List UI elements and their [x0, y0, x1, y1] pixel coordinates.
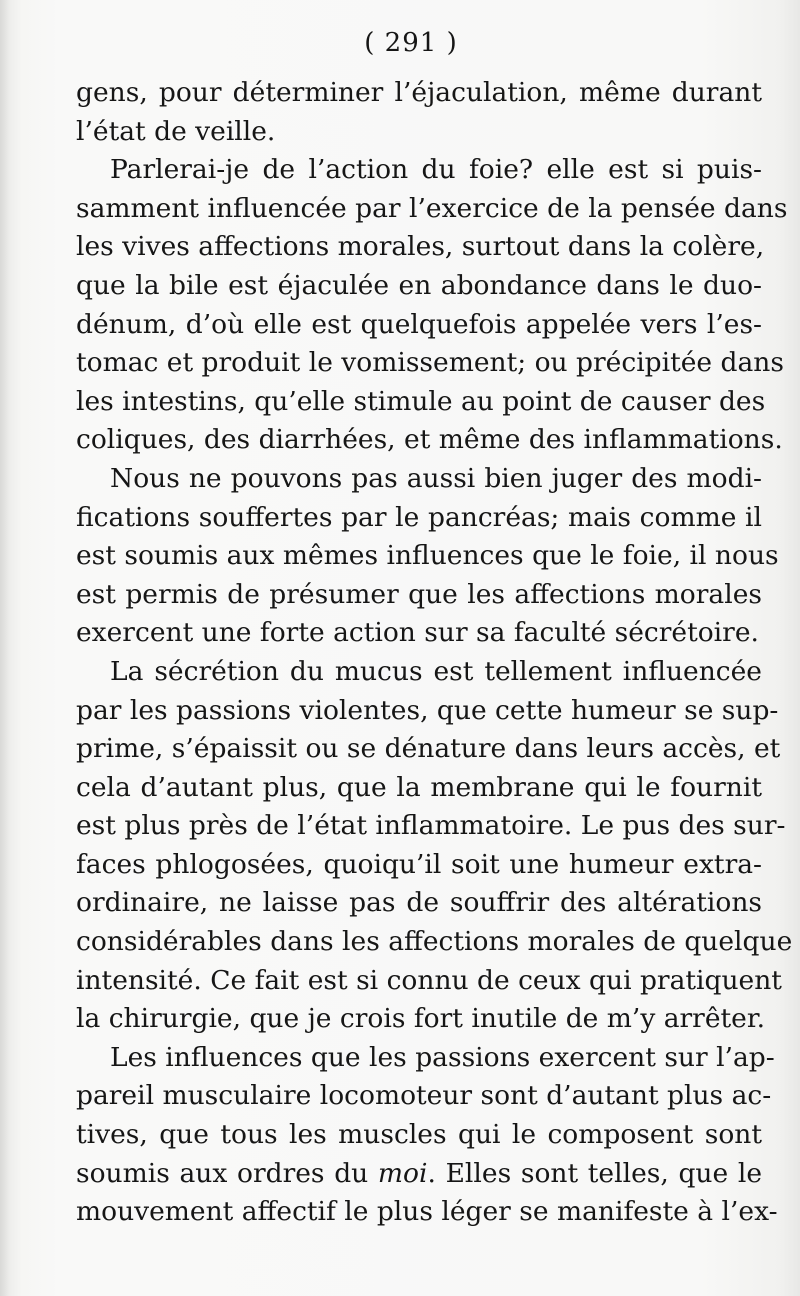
text-line: Nous ne pouvons pas aussi bien juger des modi-	[110, 462, 762, 494]
text-line: est permis de présumer que les affections morales	[76, 578, 762, 610]
italic-word: moi	[377, 1157, 428, 1189]
text-line: intensité. Ce fait est si connu de ceux qui pratiquent	[76, 964, 782, 996]
text-line: faces phlogosées, quoiqu’il soit une humeur extra-	[76, 848, 762, 880]
text-line: les vives affections morales, surtout dans la colère,	[76, 231, 765, 263]
text-line: ordinaire, ne laisse pas de souffrir des altérations	[76, 887, 762, 919]
text-line: Parlerai-je de l’action du foie? elle est si puis-	[110, 154, 762, 186]
text-line: l’état de veille.	[76, 115, 276, 147]
text-line: mouvement affectif le plus léger se manifeste à l’ex-	[76, 1196, 778, 1228]
text-line: samment influencée par l’exercice de la pensée dans	[76, 192, 788, 224]
text-line: est plus près de l’état inflammatoire. Le pus des sur-	[76, 810, 786, 842]
text-line: par les passions violentes, que cette humeur se sup-	[76, 694, 779, 726]
text-line: tives, que tous les muscles qui le composent sont	[76, 1119, 762, 1151]
text-line: tomac et produit le vomissement; ou précipitée dans	[76, 347, 784, 379]
text-line: La sécrétion du mucus est tellement influencée	[110, 655, 762, 687]
text-line: est soumis aux mêmes influences que le foie, il nous	[76, 540, 779, 572]
page-number: ( 291 )	[364, 28, 458, 58]
text-line: exercent une forte action sur sa faculté sécrétoire.	[76, 617, 759, 649]
text-line: fications souffertes par le pancréas; mais comme il	[76, 501, 762, 533]
text-line: pareil musculaire locomoteur sont d’autant plus ac-	[76, 1080, 772, 1112]
text-line: gens, pour déterminer l’éjaculation, même durant	[76, 77, 762, 108]
text-line: que la bile est éjaculée en abondance dans le duo-	[76, 269, 762, 301]
text-line: la chirurgie, que je crois fort inutile de m’y arrêter.	[76, 1003, 766, 1035]
text-line: coliques, des diarrhées, et même des inflammations.	[76, 424, 783, 456]
text-line: dénum, d’où elle est quelquefois appelée vers l’es-	[76, 308, 762, 340]
text-line: prime, s’épaissit ou se dénature dans leurs accès, et	[76, 733, 781, 765]
text-line: Les influences que les passions exercent sur l’ap-	[110, 1041, 775, 1073]
text-line: considérables dans les affections morales de quelque	[76, 926, 793, 958]
body-text	[76, 74, 793, 1232]
text-line: soumis aux ordres du moi. Elles sont telles, que le	[76, 1157, 762, 1189]
text-line: les intestins, qu’elle stimule au point de causer des	[76, 385, 766, 417]
text-line: cela d’autant plus, que la membrane qui le fournit	[76, 771, 762, 803]
